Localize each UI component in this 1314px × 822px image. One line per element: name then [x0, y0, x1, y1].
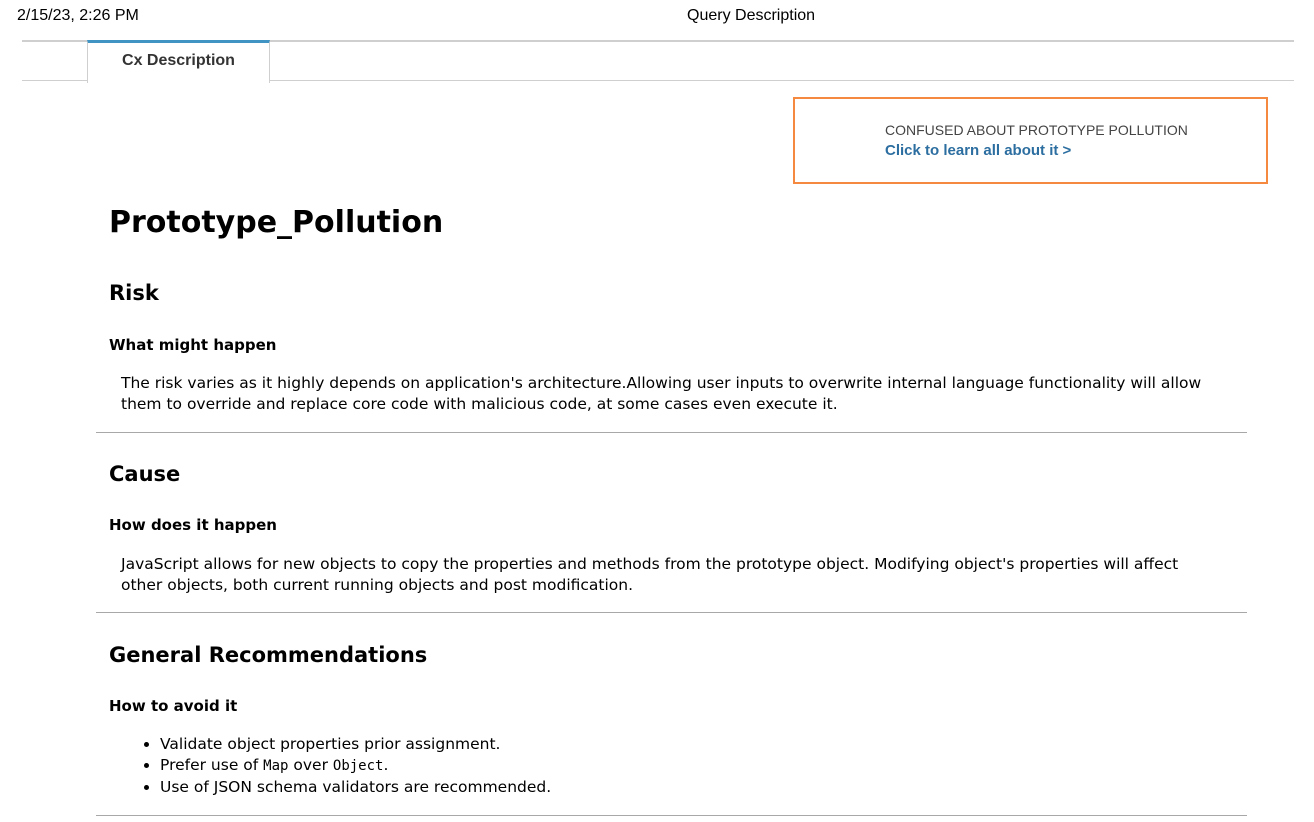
- list-item: [160, 755, 551, 777]
- list-item: • Validate object properties prior assignment.: [160, 734, 551, 755]
- tab-bar: [22, 40, 1294, 81]
- list-item: • Use of JSON schema validators are recommended.: [160, 777, 551, 798]
- risk-subheading: What might happen: [109, 336, 277, 354]
- recommendations-subheading: How to avoid it: [109, 697, 238, 715]
- print-title: Query Description: [687, 7, 816, 24]
- section-divider: [96, 815, 1247, 816]
- code-map: Map: [263, 758, 289, 774]
- risk-heading: Risk: [109, 281, 159, 305]
- page-title: Prototype_Pollution: [109, 205, 444, 240]
- list-item-text: .: [383, 756, 389, 774]
- section-divider: [96, 612, 1247, 613]
- cause-heading: Cause: [109, 462, 181, 486]
- recommendations-list: [121, 734, 551, 798]
- code-object: Object: [332, 758, 384, 774]
- risk-text: The risk varies as it highly depends on application's architecture.Allowing user inputs to overwrite internal language functionality will allow them to override and replace core code with malicious code, at some cases even execute it.: [121, 374, 1202, 413]
- banner-title: CONFUSED ABOUT PROTOTYPE POLLUTION: [885, 122, 1188, 138]
- cause-text: JavaScript allows for new objects to copy the properties and methods from the prototype object. Modifying object's properties will affect other objects, both current running objects and post modification.: [121, 555, 1179, 594]
- list-item-text: Prefer use of: [160, 756, 264, 774]
- learn-more-banner[interactable]: [793, 97, 1268, 184]
- cause-subheading: How does it happen: [109, 516, 277, 534]
- recommendations-heading: General Recommendations: [109, 643, 428, 667]
- print-header: [0, 7, 1314, 27]
- tab-cx-description[interactable]: Cx Description: [87, 40, 270, 83]
- learn-more-link[interactable]: Click to learn all about it >: [885, 142, 1072, 159]
- section-divider: [96, 432, 1247, 433]
- print-date: 2/15/23, 2:26 PM: [17, 7, 139, 24]
- list-item-text: over: [288, 756, 333, 774]
